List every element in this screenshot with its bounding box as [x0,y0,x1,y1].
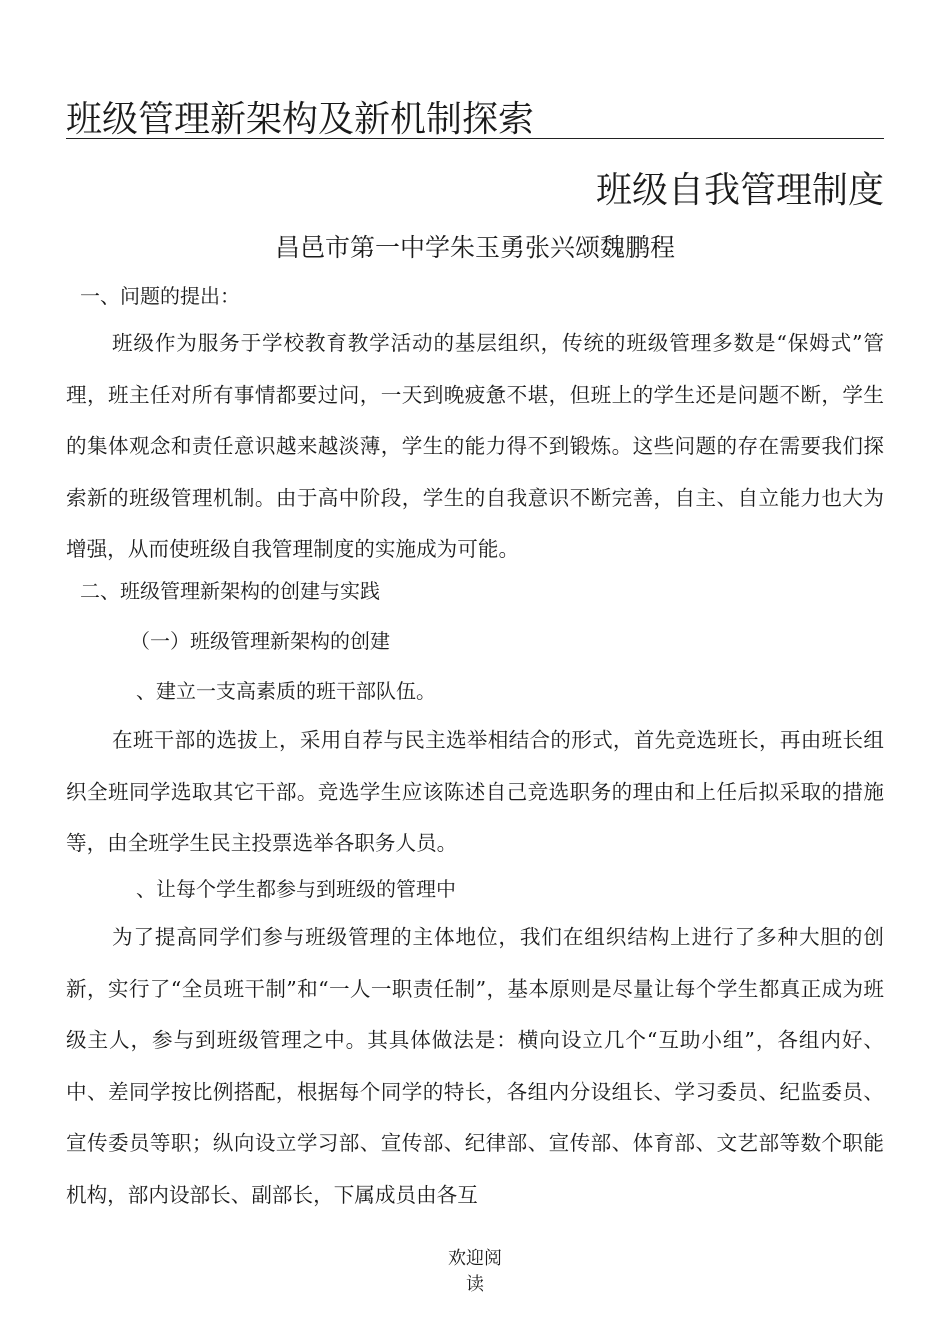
page-header-title: 班级管理新架构及新机制探索 [66,99,535,140]
document-title: 班级自我管理制度 [595,170,884,211]
item-2-paragraph: 为了提高同学们参与班级管理的主体地位，我们在组织结构上进行了多种大胆的创新，实行了“全员班干制”和“一人一职责任制”，基本原则是尽量让每个学生都真正成为班级主人，参与到班级管理之中。其具体做法是：横向设立几个“互助小组”，各组内好、中、差同学按比例搭配，根据每个同学的特长，各组内分设组长、学习委员、纪监委员、宣传委员等职；纵向设立学习部、宣传部、纪律部、宣传部、体育部、文艺部等数个职能机构，部内设部长、副部长，下属成员由各互 [66,925,884,1207]
item-1-paragraph: 在班干部的选拔上，采用自荐与民主选举相结合的形式，首先竞选班长，再由班长组织全班同学选取其它干部。竞选学生应该陈述自己竞选职务的理由和上任后拟采取的措施等，由全班学生民主投票选举各职务人员。 [66,728,884,855]
footer-line-1: 欢迎阅 [448,1248,502,1269]
page-footer [0,1246,950,1298]
section-1-heading: 一、问题的提出： [80,284,240,308]
footer-line-2: 读 [466,1274,484,1295]
item-2-heading: 、让每个学生都参与到班级的管理中 [136,877,456,901]
section-2-heading: 二、班级管理新架构的创建与实践 [80,579,380,603]
subsection-1-heading: （一）班级管理新架构的创建 [130,629,390,653]
item-1-heading: 、建立一支高素质的班干部队伍。 [136,679,436,703]
section-1-paragraph: 班级作为服务于学校教育教学活动的基层组织，传统的班级管理多数是“保姆式”管理，班主任对所有事情都要过问，一天到晚疲惫不堪，但班上的学生还是问题不断，学生的集体观念和责任意识越来越淡薄，学生的能力得不到锻炼。这些问题的存在需要我们探索新的班级管理机制。由于高中阶段，学生的自我意识不断完善，自主、自立能力也大为增强，从而使班级自我管理制度的实施成为可能。 [66,331,884,561]
header-divider [66,138,884,139]
author-byline: 昌邑市第一中学朱玉勇张兴颂魏鹏程 [274,233,675,262]
